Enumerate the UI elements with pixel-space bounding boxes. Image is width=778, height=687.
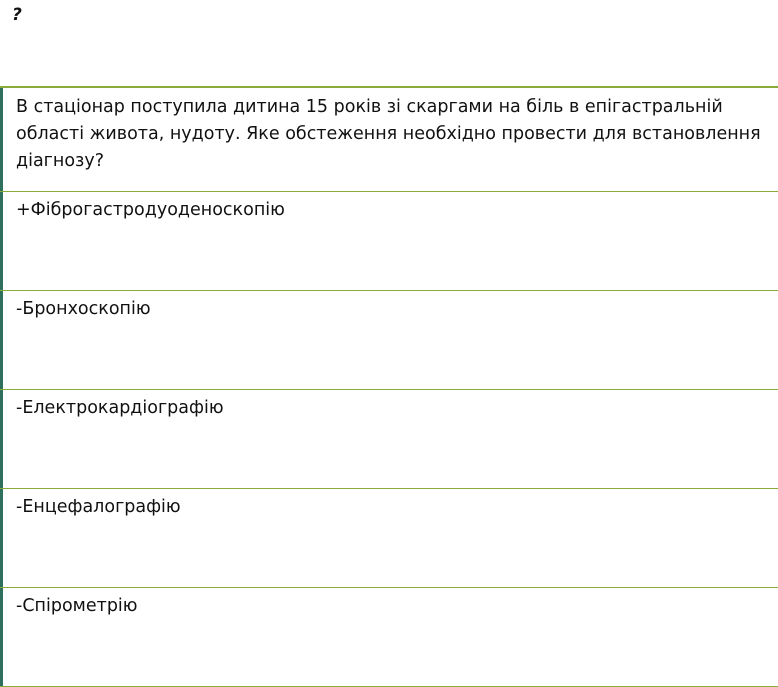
answer-option-1-label: +Фіброгастродуоденоскопію: [16, 200, 285, 220]
answer-option-1[interactable]: [0, 192, 778, 291]
question-row: [0, 88, 778, 192]
answer-option-4[interactable]: [0, 489, 778, 588]
quiz-block: [0, 86, 778, 687]
answer-option-2[interactable]: [0, 291, 778, 390]
answer-option-5-label: -Спірометрію: [16, 596, 138, 616]
answer-option-5[interactable]: [0, 588, 778, 687]
answer-option-3-label: -Електрокардіографію: [16, 398, 224, 418]
answer-option-3[interactable]: [0, 390, 778, 489]
question-text: В стаціонар поступила дитина 15 років зі скаргами на біль в епігастральній області живота, нудоту. Яке обстеження необхідно провести для встановлення діагнозу?: [16, 97, 761, 171]
question-marker: ?: [12, 5, 22, 25]
answer-option-2-label: -Бронхоскопію: [16, 299, 151, 319]
answer-option-4-label: -Енцефалографію: [16, 497, 181, 517]
